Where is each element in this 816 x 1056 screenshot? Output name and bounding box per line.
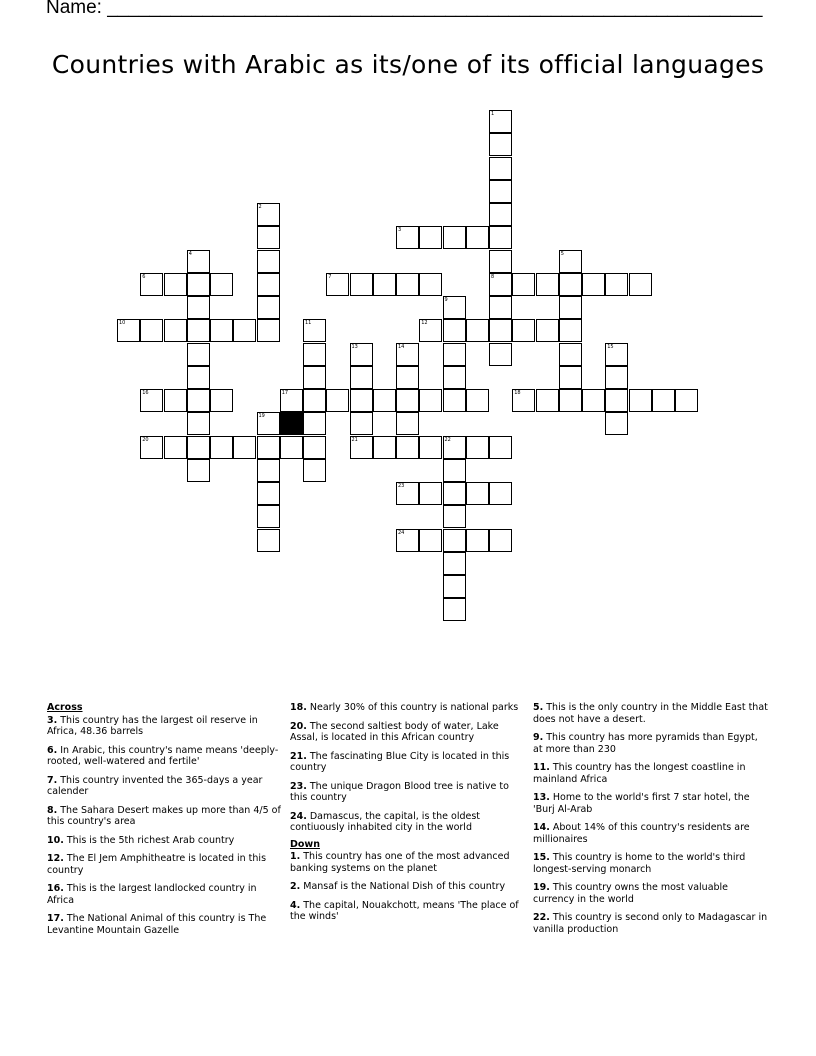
grid-cell[interactable] bbox=[419, 389, 442, 412]
clue-item-number: 21. bbox=[290, 750, 307, 762]
grid-cell[interactable] bbox=[443, 389, 466, 412]
grid-cell[interactable] bbox=[419, 273, 442, 296]
grid-cell[interactable] bbox=[582, 389, 605, 412]
grid-cell[interactable] bbox=[443, 552, 466, 575]
clue-item bbox=[47, 745, 283, 768]
grid-cell[interactable] bbox=[187, 319, 210, 342]
grid-cell[interactable] bbox=[350, 436, 373, 459]
grid-cell[interactable] bbox=[326, 273, 349, 296]
grid-cell[interactable] bbox=[629, 389, 652, 412]
name-line[interactable]: Name: ______________________________________________________________ bbox=[46, 0, 763, 18]
clue-item bbox=[47, 715, 283, 738]
clue-item-number: 11. bbox=[533, 762, 550, 773]
clue-item-text: The El Jem Amphitheatre is located in this country bbox=[47, 853, 267, 876]
grid-cell[interactable] bbox=[257, 203, 280, 226]
clue-number: 16 bbox=[142, 390, 149, 396]
grid-cell[interactable] bbox=[419, 226, 442, 249]
grid-cell[interactable] bbox=[303, 412, 326, 435]
clue-item-text: This country has more pyramids than Egypt, at more than 230 bbox=[533, 732, 758, 755]
clue-number: 8 bbox=[491, 273, 495, 280]
grid-cell[interactable] bbox=[373, 273, 396, 296]
grid-cell[interactable] bbox=[396, 529, 419, 552]
across-clue-list-cont bbox=[290, 702, 526, 834]
clue-item-text: This country is second only to Madagascar in vanilla production bbox=[533, 912, 768, 935]
clue-item-text: This country is home to the world's third longest-serving monarch bbox=[533, 852, 746, 875]
grid-cell[interactable] bbox=[605, 389, 628, 412]
clue-item-number: 5. bbox=[533, 702, 544, 713]
clue-item-text: Damascus, the capital, is the oldest contiuously inhabited city in the world bbox=[290, 810, 481, 833]
grid-cell[interactable] bbox=[466, 226, 489, 249]
grid-cell[interactable] bbox=[443, 505, 466, 528]
grid-cell[interactable] bbox=[303, 343, 326, 366]
grid-cell[interactable] bbox=[466, 482, 489, 505]
grid-cell[interactable] bbox=[350, 343, 373, 366]
clue-number: 23 bbox=[398, 483, 405, 489]
grid-cell[interactable] bbox=[466, 436, 489, 459]
clue-item-text: Mansaf is the National Dish of this country bbox=[300, 881, 506, 892]
grid-cell[interactable] bbox=[512, 273, 535, 296]
clue-item-text: Nearly 30% of this country is national parks bbox=[306, 702, 519, 713]
clue-item bbox=[533, 882, 769, 905]
clue-item-number: 15. bbox=[533, 852, 550, 863]
grid-cell[interactable] bbox=[187, 389, 210, 412]
grid-cell[interactable] bbox=[257, 529, 280, 552]
grid-cell[interactable] bbox=[396, 226, 419, 249]
grid-cell[interactable] bbox=[559, 250, 582, 273]
clue-item-number: 7. bbox=[47, 774, 58, 786]
clue-number: 18 bbox=[514, 390, 521, 396]
grid-cell[interactable] bbox=[257, 505, 280, 528]
grid-cell[interactable] bbox=[489, 319, 512, 342]
grid-cell[interactable] bbox=[489, 226, 512, 249]
clue-item-text: The fascinating Blue City is located in this country bbox=[290, 750, 510, 773]
grid-cell[interactable] bbox=[396, 436, 419, 459]
grid-block bbox=[280, 412, 303, 435]
down-heading: Down bbox=[290, 838, 320, 850]
grid-cell[interactable] bbox=[257, 482, 280, 505]
grid-cell[interactable] bbox=[187, 459, 210, 482]
clue-item-text: This country invented the 365-days a year calender bbox=[47, 774, 263, 797]
clue-item-number: 23. bbox=[290, 780, 307, 792]
grid-cell[interactable] bbox=[350, 273, 373, 296]
clue-item bbox=[533, 852, 769, 875]
clue-item bbox=[533, 762, 769, 785]
grid-cell[interactable] bbox=[396, 343, 419, 366]
clue-item-number: 4. bbox=[290, 899, 301, 911]
grid-cell[interactable] bbox=[373, 436, 396, 459]
clue-item bbox=[290, 751, 526, 774]
grid-cell[interactable] bbox=[489, 110, 512, 133]
clue-item-number: 8. bbox=[47, 804, 58, 816]
clue-number: 11 bbox=[305, 320, 312, 327]
grid-cell[interactable] bbox=[303, 319, 326, 342]
grid-cell[interactable] bbox=[257, 459, 280, 482]
grid-cell[interactable] bbox=[536, 389, 559, 412]
clue-item-text: This country has one of the most advanced banking systems on the planet bbox=[290, 851, 510, 874]
grid-cell[interactable] bbox=[233, 319, 256, 342]
clue-number: 3 bbox=[398, 227, 402, 234]
grid-cell[interactable] bbox=[257, 226, 280, 249]
clue-item bbox=[47, 853, 283, 876]
clue-item-number: 16. bbox=[47, 883, 64, 894]
clue-item bbox=[533, 702, 769, 725]
clue-item bbox=[290, 900, 526, 923]
grid-cell[interactable] bbox=[164, 436, 187, 459]
grid-cell[interactable] bbox=[443, 226, 466, 249]
clue-number: 22 bbox=[444, 436, 451, 443]
grid-cell[interactable] bbox=[140, 389, 163, 412]
clue-number: 4 bbox=[188, 250, 192, 257]
grid-cell[interactable] bbox=[443, 319, 466, 342]
grid-cell[interactable] bbox=[210, 436, 233, 459]
clue-number: 21 bbox=[351, 436, 358, 443]
grid-cell[interactable] bbox=[489, 157, 512, 180]
grid-cell[interactable] bbox=[257, 296, 280, 319]
grid-cell[interactable] bbox=[512, 319, 535, 342]
grid-cell[interactable] bbox=[187, 273, 210, 296]
clue-item-text: The second saltiest body of water, Lake Assal, is located in this African country bbox=[290, 720, 499, 743]
grid-cell[interactable] bbox=[187, 436, 210, 459]
grid-cell[interactable] bbox=[489, 343, 512, 366]
clue-item bbox=[533, 792, 769, 815]
grid-cell[interactable] bbox=[187, 250, 210, 273]
grid-cell[interactable] bbox=[350, 389, 373, 412]
grid-cell[interactable] bbox=[210, 389, 233, 412]
grid-cell[interactable] bbox=[396, 366, 419, 389]
clue-number: 13 bbox=[351, 343, 358, 350]
clue-item-number: 24. bbox=[290, 810, 307, 822]
grid-cell[interactable] bbox=[466, 529, 489, 552]
clue-number: 24 bbox=[398, 529, 405, 536]
clue-item-number: 12. bbox=[47, 853, 64, 864]
grid-cell[interactable] bbox=[164, 273, 187, 296]
grid-cell[interactable] bbox=[140, 436, 163, 459]
grid-cell[interactable] bbox=[489, 436, 512, 459]
grid-cell[interactable] bbox=[443, 436, 466, 459]
clue-item bbox=[290, 851, 526, 874]
grid-cell[interactable] bbox=[605, 343, 628, 366]
grid-cell[interactable] bbox=[257, 319, 280, 342]
clue-item-number: 1. bbox=[290, 851, 301, 862]
grid-cell[interactable] bbox=[489, 133, 512, 156]
clue-item-text: This is the largest landlocked country in Africa bbox=[47, 883, 257, 906]
grid-cell[interactable] bbox=[443, 575, 466, 598]
clue-number: 2 bbox=[258, 204, 262, 210]
grid-cell[interactable] bbox=[512, 389, 535, 412]
grid-cell[interactable] bbox=[303, 366, 326, 389]
clue-column-2 bbox=[290, 702, 526, 930]
grid-cell[interactable] bbox=[419, 436, 442, 459]
grid-cell[interactable] bbox=[443, 343, 466, 366]
grid-cell[interactable] bbox=[559, 273, 582, 296]
grid-cell[interactable] bbox=[489, 180, 512, 203]
grid-cell[interactable] bbox=[164, 319, 187, 342]
clue-item-number: 6. bbox=[47, 744, 58, 756]
grid-cell[interactable] bbox=[489, 529, 512, 552]
clue-item-number: 20. bbox=[290, 720, 307, 732]
clue-item-text: Home to the world's first 7 star hotel, the 'Burj Al-Arab bbox=[533, 792, 750, 815]
grid-cell[interactable] bbox=[536, 319, 559, 342]
grid-cell[interactable] bbox=[396, 482, 419, 505]
grid-cell[interactable] bbox=[559, 296, 582, 319]
clue-item-text: This country has the longest coastline in mainland Africa bbox=[533, 762, 746, 785]
clue-column-3 bbox=[533, 702, 769, 942]
clue-item-number: 3. bbox=[47, 714, 58, 726]
grid-cell[interactable] bbox=[605, 273, 628, 296]
clue-item bbox=[533, 822, 769, 845]
grid-cell[interactable] bbox=[582, 273, 605, 296]
clue-item-text: In Arabic, this country's name means 'deeply-rooted, well-watered and fertile' bbox=[47, 744, 279, 767]
clue-number: 1 bbox=[491, 111, 495, 117]
clue-item-number: 19. bbox=[533, 882, 550, 893]
grid-cell[interactable] bbox=[326, 389, 349, 412]
clue-number: 12 bbox=[421, 320, 428, 327]
grid-cell[interactable] bbox=[443, 529, 466, 552]
clue-number: 19 bbox=[258, 413, 265, 420]
down-clue-list-cont bbox=[533, 702, 769, 935]
grid-cell[interactable] bbox=[373, 389, 396, 412]
grid-cell[interactable] bbox=[187, 343, 210, 366]
grid-cell[interactable] bbox=[350, 412, 373, 435]
clue-item-number: 13. bbox=[533, 792, 550, 803]
grid-cell[interactable] bbox=[303, 459, 326, 482]
grid-cell[interactable] bbox=[489, 482, 512, 505]
clue-item bbox=[290, 721, 526, 744]
grid-cell[interactable] bbox=[233, 436, 256, 459]
grid-cell[interactable] bbox=[396, 412, 419, 435]
grid-cell[interactable] bbox=[605, 366, 628, 389]
grid-cell[interactable] bbox=[489, 273, 512, 296]
grid-cell[interactable] bbox=[396, 273, 419, 296]
across-heading: Across bbox=[47, 702, 83, 713]
clue-number: 10 bbox=[119, 320, 126, 327]
clue-number: 7 bbox=[328, 273, 332, 280]
clue-number: 17 bbox=[281, 390, 289, 396]
clue-item-text: The capital, Nouakchott, means 'The place of the winds' bbox=[290, 899, 519, 922]
grid-cell[interactable] bbox=[489, 296, 512, 319]
grid-cell[interactable] bbox=[489, 203, 512, 226]
clue-number: 14 bbox=[398, 343, 405, 350]
clue-item bbox=[533, 912, 769, 935]
grid-cell[interactable] bbox=[559, 389, 582, 412]
across-clue-list bbox=[47, 715, 283, 937]
grid-cell[interactable] bbox=[629, 273, 652, 296]
grid-cell[interactable] bbox=[419, 319, 442, 342]
grid-cell[interactable] bbox=[559, 319, 582, 342]
clue-item-number: 18. bbox=[290, 702, 307, 713]
grid-cell[interactable] bbox=[140, 273, 163, 296]
grid-cell[interactable] bbox=[443, 459, 466, 482]
grid-cell[interactable] bbox=[303, 436, 326, 459]
grid-cell[interactable] bbox=[559, 366, 582, 389]
clue-item-text: This is the 5th richest Arab country bbox=[63, 834, 235, 846]
grid-cell[interactable] bbox=[187, 296, 210, 319]
grid-cell[interactable] bbox=[536, 273, 559, 296]
clue-item-text: This country has the largest oil reserve in Africa, 48.36 barrels bbox=[47, 714, 258, 737]
grid-cell[interactable] bbox=[675, 389, 698, 412]
grid-cell[interactable] bbox=[187, 366, 210, 389]
clue-number: 20 bbox=[142, 436, 149, 443]
grid-cell[interactable] bbox=[419, 529, 442, 552]
clue-item-number: 9. bbox=[533, 732, 544, 743]
clue-number: 5 bbox=[560, 250, 564, 257]
grid-cell[interactable] bbox=[443, 296, 466, 319]
clue-item-text: About 14% of this country's residents are millionaires bbox=[533, 822, 750, 845]
grid-cell[interactable] bbox=[466, 389, 489, 412]
grid-cell[interactable] bbox=[559, 343, 582, 366]
grid-cell[interactable] bbox=[210, 319, 233, 342]
grid-cell[interactable] bbox=[419, 482, 442, 505]
grid-cell[interactable] bbox=[489, 250, 512, 273]
grid-cell[interactable] bbox=[303, 389, 326, 412]
clue-item-number: 22. bbox=[533, 912, 550, 923]
clue-item bbox=[290, 881, 526, 893]
clue-item-text: The unique Dragon Blood tree is native to this country bbox=[290, 780, 509, 803]
clue-item-number: 2. bbox=[290, 881, 301, 892]
clue-number: 15 bbox=[607, 343, 614, 350]
grid-cell[interactable] bbox=[117, 319, 140, 342]
clue-item bbox=[533, 732, 769, 755]
clue-item-number: 14. bbox=[533, 822, 550, 833]
clue-number: 6 bbox=[142, 273, 146, 280]
page-title: Countries with Arabic as its/one of its official languages bbox=[51, 50, 765, 79]
grid-cell[interactable] bbox=[187, 412, 210, 435]
clue-number: 9 bbox=[444, 297, 448, 303]
clue-item-text: The Sahara Desert makes up more than 4/5 of this country's area bbox=[47, 804, 281, 827]
grid-cell[interactable] bbox=[350, 366, 373, 389]
clue-item bbox=[47, 913, 283, 936]
grid-cell[interactable] bbox=[466, 319, 489, 342]
grid-cell[interactable] bbox=[652, 389, 675, 412]
clue-item bbox=[290, 811, 526, 834]
grid-cell[interactable] bbox=[257, 412, 280, 435]
grid-cell[interactable] bbox=[280, 389, 303, 412]
grid-cell[interactable] bbox=[257, 436, 280, 459]
grid-cell[interactable] bbox=[605, 412, 628, 435]
grid-cell[interactable] bbox=[443, 482, 466, 505]
clue-item-text: This country owns the most valuable currency in the world bbox=[533, 882, 729, 905]
grid-cell[interactable] bbox=[140, 319, 163, 342]
down-clue-list bbox=[290, 851, 526, 923]
clue-item-text: The National Animal of this country is The Levantine Mountain Gazelle bbox=[47, 913, 267, 936]
grid-cell[interactable] bbox=[396, 389, 419, 412]
grid-cell[interactable] bbox=[164, 389, 187, 412]
clue-item bbox=[47, 805, 283, 828]
grid-cell[interactable] bbox=[280, 436, 303, 459]
clue-item-number: 17. bbox=[47, 913, 64, 924]
grid-cell[interactable] bbox=[443, 366, 466, 389]
clue-item bbox=[290, 702, 526, 714]
grid-cell[interactable] bbox=[443, 598, 466, 621]
clue-item-number: 10. bbox=[47, 834, 64, 846]
clue-item bbox=[47, 883, 283, 906]
grid-cell[interactable] bbox=[257, 273, 280, 296]
clue-item-text: This is the only country in the Middle East that does not have a desert. bbox=[533, 702, 768, 725]
clue-item bbox=[290, 781, 526, 804]
grid-cell[interactable] bbox=[257, 250, 280, 273]
grid-cell[interactable] bbox=[210, 273, 233, 296]
clue-item bbox=[47, 775, 283, 798]
clue-item bbox=[47, 835, 283, 847]
clue-column-1 bbox=[47, 702, 283, 943]
